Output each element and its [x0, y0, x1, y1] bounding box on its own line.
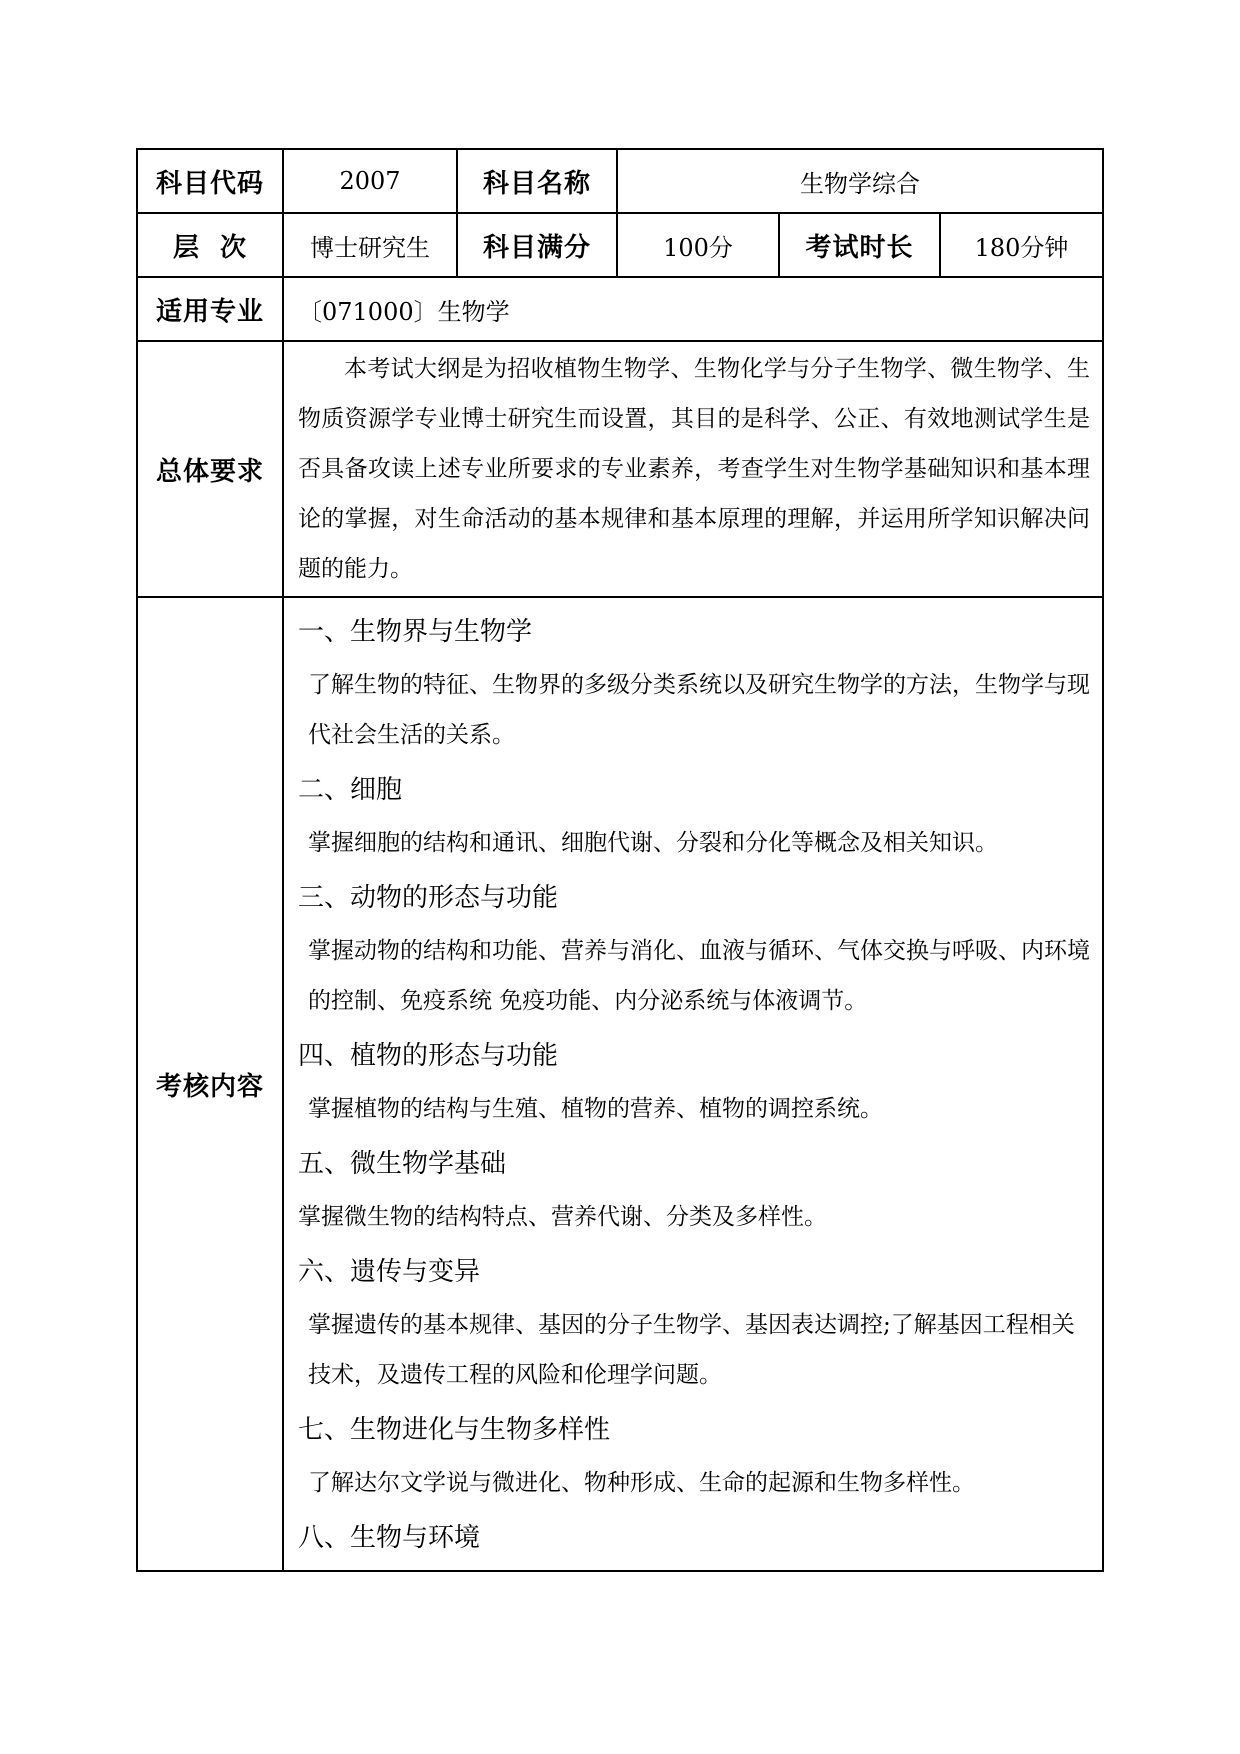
- applicable-major-label: 适用专业: [137, 277, 283, 341]
- section-body: 掌握植物的结构与生殖、植物的营养、植物的调控系统。: [308, 1096, 883, 1122]
- overview-label: 总体要求: [137, 341, 283, 597]
- subject-name-label: 科目名称: [457, 149, 617, 213]
- section-body: 了解生物的特征、生物界的多级分类系统以及研究生物学的方法，生物学与现代社会生活的关系。: [308, 672, 1090, 748]
- section-heading: 一、生物界与生物学: [298, 617, 533, 647]
- header-row-level: [137, 213, 1103, 277]
- section-body: 掌握细胞的结构和通讯、细胞代谢、分裂和分化等概念及相关知识。: [308, 830, 998, 856]
- subject-name-value: 生物学综合: [617, 149, 1103, 213]
- overview-cell: [283, 341, 1103, 597]
- section-heading: 二、细胞: [298, 775, 403, 805]
- section-body: 掌握遗传的基本规律、基因的分子生物学、基因表达调控;了解基因工程相关技术，及遗传工程的风险和伦理学问题。: [308, 1312, 1075, 1388]
- header-row-major: [137, 277, 1103, 341]
- section-body: 掌握动物的结构和功能、营养与消化、血液与循环、气体交换与呼吸、内环境的控制、免疫系统 免疫功能、内分泌系统与体液调节。: [308, 938, 1090, 1014]
- subject-code-label: 科目代码: [137, 149, 283, 213]
- exam-duration-label: 考试时长: [779, 213, 940, 277]
- level-value: 博士研究生: [283, 213, 457, 277]
- full-score-value: 100分: [617, 213, 779, 277]
- section-heading: 八、生物与环境: [298, 1523, 481, 1553]
- section-heading: 三、动物的形态与功能: [298, 883, 559, 913]
- content-label: 考核内容: [137, 597, 283, 1571]
- syllabus-table: [136, 148, 1104, 1572]
- exam-duration-value: 180分钟: [940, 213, 1103, 277]
- content-row: [137, 597, 1103, 1571]
- applicable-major-value: 〔071000〕生物学: [283, 277, 1103, 341]
- subject-code-value: 2007: [283, 149, 457, 213]
- section-body: 掌握微生物的结构特点、营养代谢、分类及多样性。: [298, 1204, 827, 1230]
- section-body: 了解达尔文学说与微进化、物种形成、生命的起源和生物多样性。: [308, 1470, 975, 1496]
- overview-row: [137, 341, 1103, 597]
- full-score-label: 科目满分: [457, 213, 617, 277]
- content-cell: [283, 597, 1103, 1571]
- header-row-subject: [137, 149, 1103, 213]
- section-heading: 四、植物的形态与功能: [298, 1041, 559, 1071]
- level-label: 层 次: [137, 213, 283, 277]
- section-heading: 七、生物进化与生物多样性: [298, 1415, 611, 1445]
- section-heading: 六、遗传与变异: [298, 1257, 481, 1287]
- section-heading: 五、微生物学基础: [298, 1149, 507, 1179]
- overview-text: 本考试大纲是为招收植物生物学、生物化学与分子生物学、微生物学、生物质资源学专业博士研究生而设置，其目的是科学、公正、有效地测试学生是否具备攻读上述专业所要求的专业素养，考查学生对生物学基础知识和基本理论的掌握，对生命活动的基本规律和基本原理的理解，并运用所学知识解决问题的能力。: [298, 356, 1091, 582]
